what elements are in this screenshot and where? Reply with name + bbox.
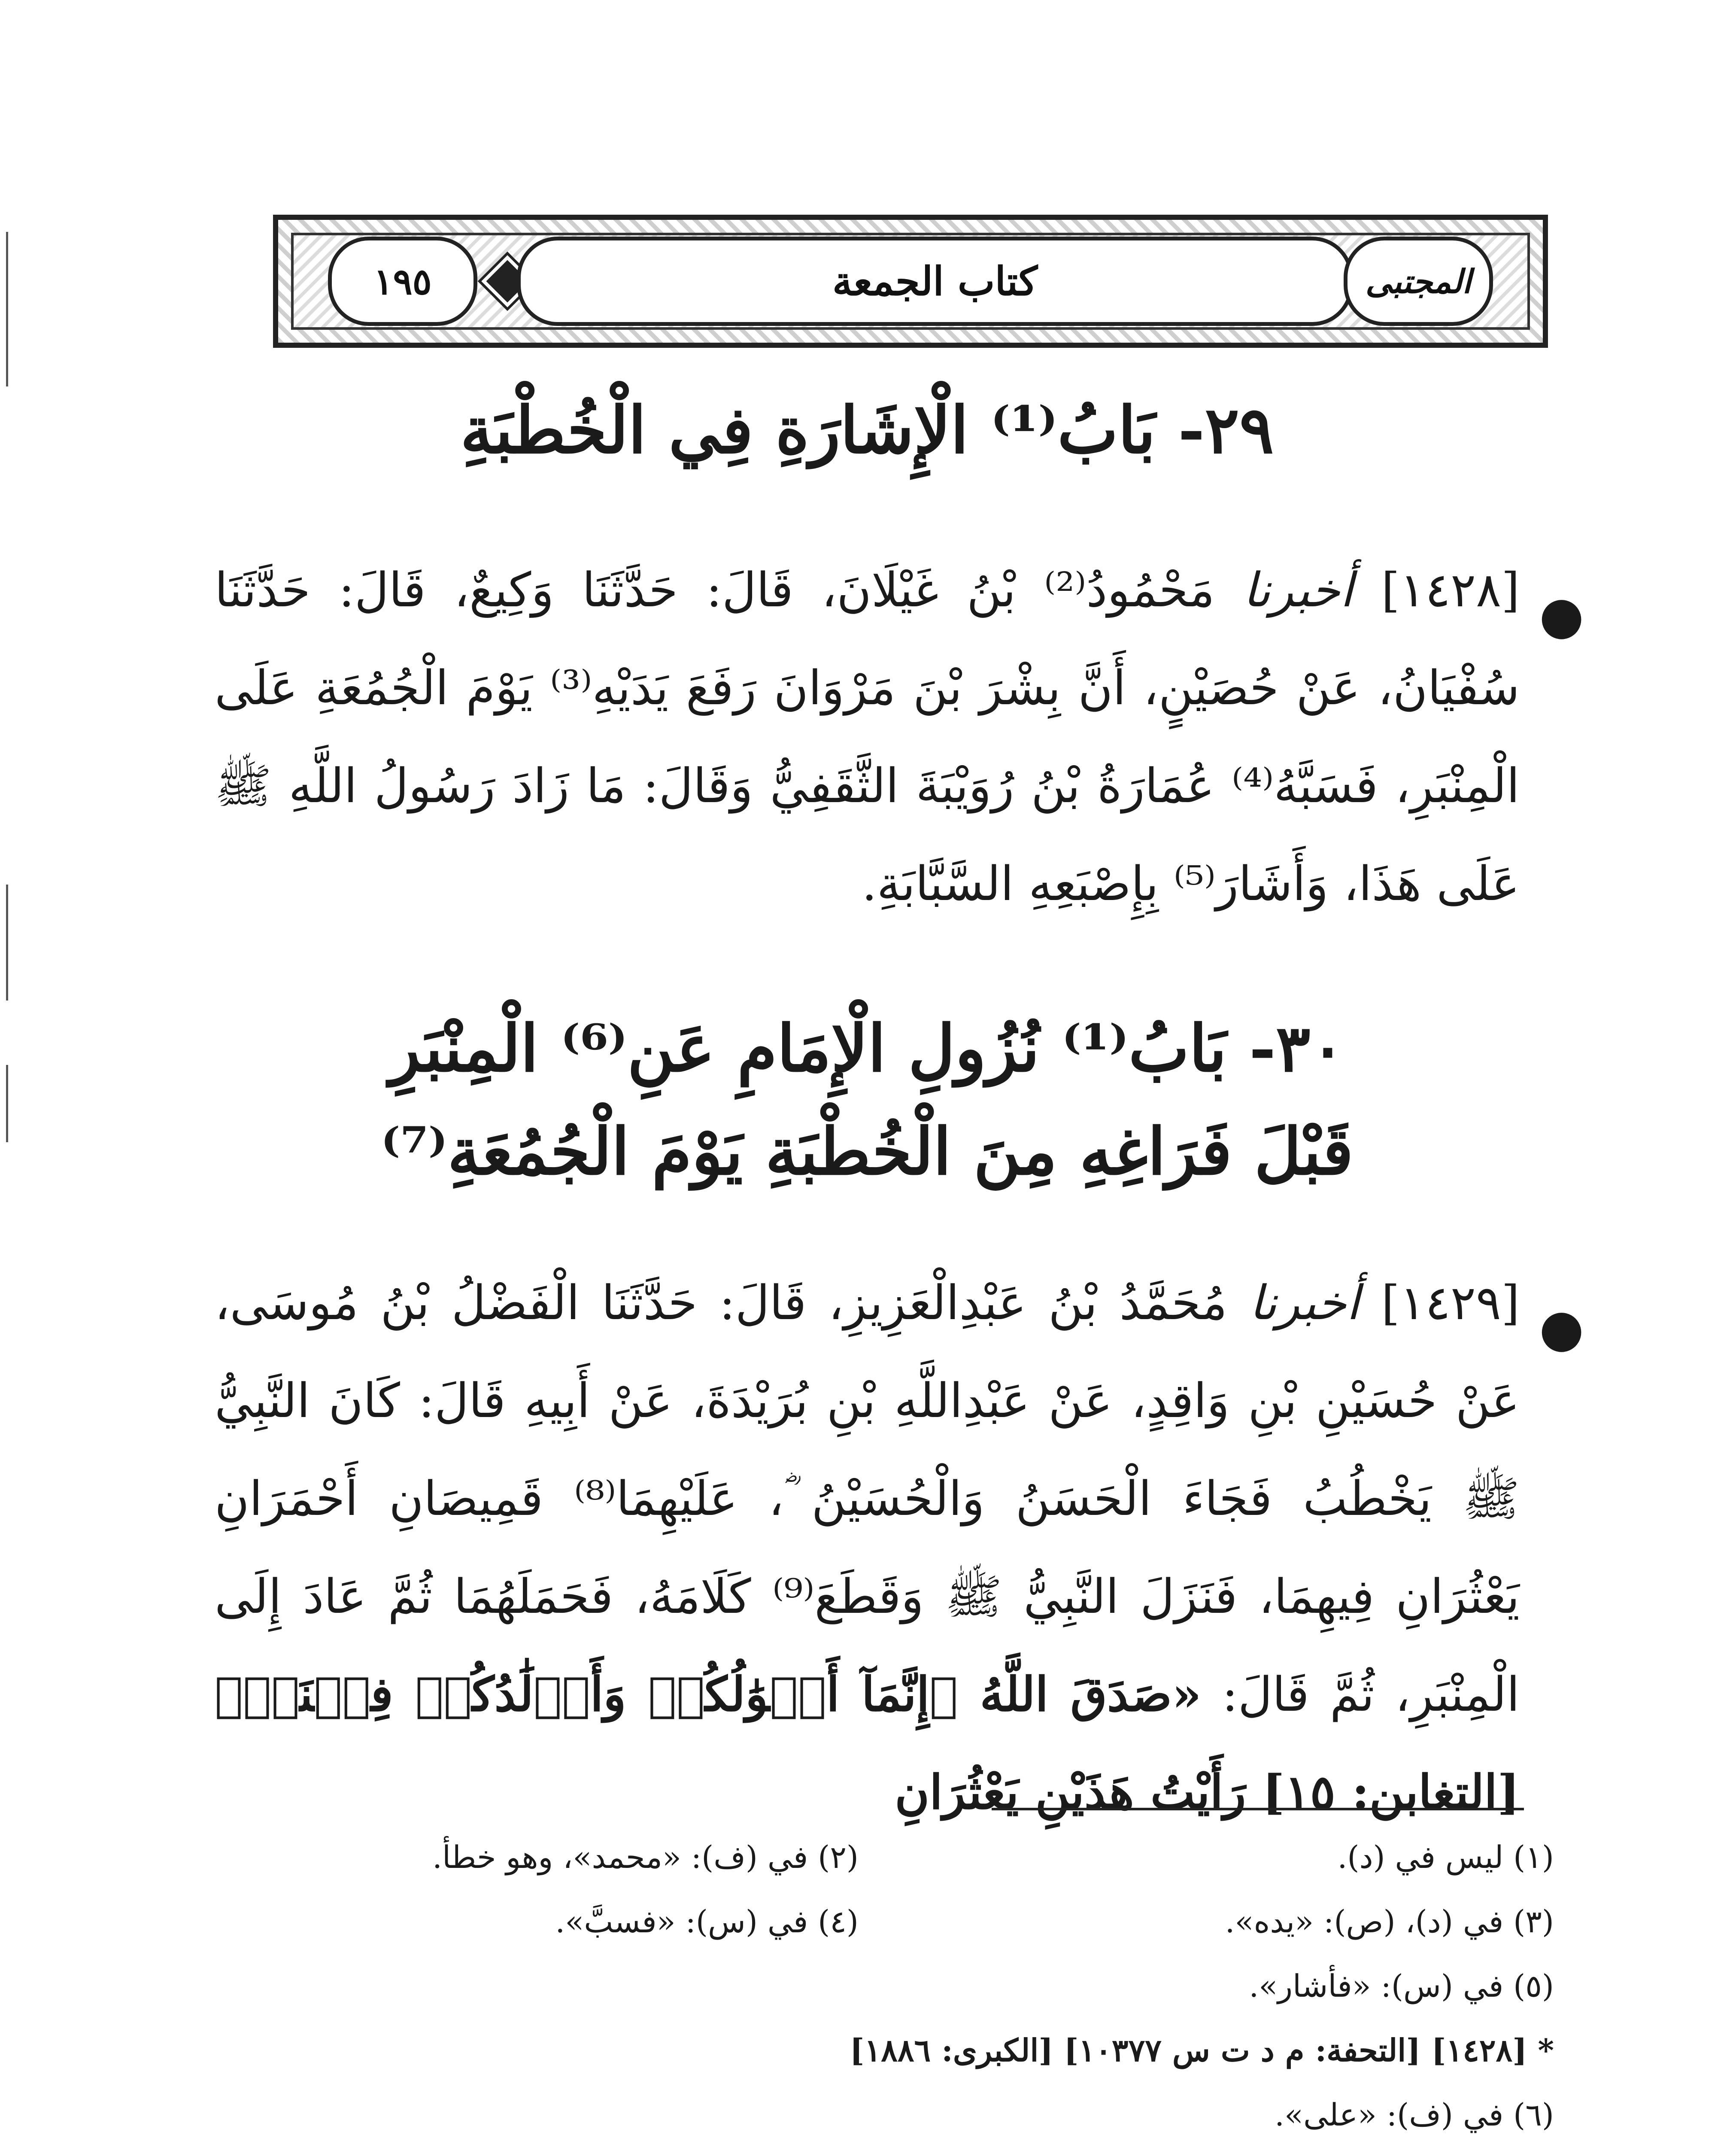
scan-edge-mark (6, 232, 8, 386)
book-title: كتاب الجمعة (517, 237, 1353, 326)
book-logo: المجتبى (1344, 237, 1493, 326)
hadith-bold-text: «صَدَقَ اللَّهُ ﴿إِنَّمَآ أَمۡوَٰلُكُمۡ وَأَوۡلَٰدُكُمۡ فِتۡنَةٞ﴾ [التغابن: ١٥] رَأَيْتُ هَذَيْنِ يَعْثُرَانِ (215, 1667, 1520, 1820)
footnote-divider (992, 1808, 1524, 1810)
footnote-1: (١) ليس في (د). (1337, 1839, 1554, 1875)
footnote-4: (٤) في (س): «فسبَّ». (555, 1904, 859, 1940)
section-30-title-line2: قَبْلَ فَرَاغِهِ مِنَ الْخُطْبَةِ يَوْمَ الْجُمُعَةِ⁽⁷⁾ (381, 1114, 1354, 1189)
section-30-title-line1: ٣٠- بَابُ⁽¹⁾ نُزُولِ الْإِمَامِ عَنِ⁽⁶⁾ الْمِنْبَرِ (389, 1011, 1345, 1086)
section-29-title: ٢٩- بَابُ⁽¹⁾ الْإِشَارَةِ فِي الْخُطْبَةِ (460, 392, 1274, 468)
footnote-row (215, 1889, 1554, 1954)
footnote-2: (٢) في (ف): «محمد»، وهو خطأ. (432, 1839, 859, 1875)
footnote-row (215, 1825, 1554, 1889)
hadith-1428 (215, 541, 1584, 933)
hadith-1429 (215, 1254, 1584, 1841)
hadith-number: [١٤٢٨] (1381, 563, 1520, 617)
footnote-6: (٦) في (ف): «على». (1275, 2097, 1554, 2133)
scan-edge-mark (6, 1065, 8, 1142)
hadith-text: مَحْمُودُ⁽²⁾ بْنُ غَيْلَانَ، قَالَ: حَدَّثَنَا وَكِيعٌ، قَالَ: حَدَّثَنَا سُفْيَانُ، عَنْ حُصَيْنٍ، أَنَّ بِشْرَ بْنَ مَرْوَانَ رَفَعَ يَدَيْهِ⁽³⁾ يَوْمَ الْجُمُعَةِ عَلَى الْمِنْبَرِ، فَسَبَّهُ⁽⁴⁾ عُمَارَةُ بْنُ رُوَيْبَةَ الثَّقَفِيُّ وَقَالَ: مَا زَادَ رَسُولُ اللَّهِ ﷺ عَلَى هَذَا، وَأَشَارَ⁽⁵⁾ بِإِصْبَعِهِ السَّبَّابَةِ. (215, 563, 1520, 911)
scan-edge-mark (6, 885, 8, 1001)
footnotes (215, 1825, 1554, 2147)
hadith-number: [١٤٢٩] (1381, 1275, 1520, 1330)
hadith-text: مُحَمَّدُ بْنُ عَبْدِالْعَزِيزِ، قَالَ: حَدَّثَنَا الْفَضْلُ بْنُ مُوسَى، عَنْ حُسَيْنِ بْنِ وَاقِدٍ، عَنْ عَبْدِاللَّهِ بْنِ بُرَيْدَةَ، عَنْ أَبِيهِ قَالَ: كَانَ النَّبِيُّ ﷺ يَخْطُبُ فَجَاءَ الْحَسَنُ وَالْحُسَيْنُ ؓ، عَلَيْهِمَا⁽⁸⁾ قَمِيصَانِ أَحْمَرَانِ يَعْثُرَانِ فِيهِمَا، فَنَزَلَ النَّبِيُّ ﷺ وَقَطَعَ⁽⁹⁾ كَلَامَهُ، فَحَمَلَهُمَا ثُمَّ عَادَ إِلَى الْمِنْبَرِ، ثُمَّ قَالَ: (215, 1275, 1520, 1722)
akhbarana-label: أخبرنا (1243, 563, 1354, 617)
akhbarana-label: أخبرنا (1249, 1275, 1360, 1330)
footnote-5: (٥) في (س): «فأشار». (1249, 1968, 1554, 2004)
bullet-icon: ● (1539, 586, 1584, 645)
page-header (273, 215, 1548, 348)
footnote-3: (٣) في (د)، (ص): «يده». (1225, 1904, 1554, 1940)
footnote-takhrij: * [١٤٢٨] [التحفة: م د ت س ١٠٣٧٧] [الكبرى: ١٨٨٦] (850, 2032, 1554, 2068)
bullet-icon: ● (1539, 1299, 1584, 1358)
header-ornament-frame (291, 233, 1530, 330)
page-number: ١٩٥ (328, 237, 477, 326)
